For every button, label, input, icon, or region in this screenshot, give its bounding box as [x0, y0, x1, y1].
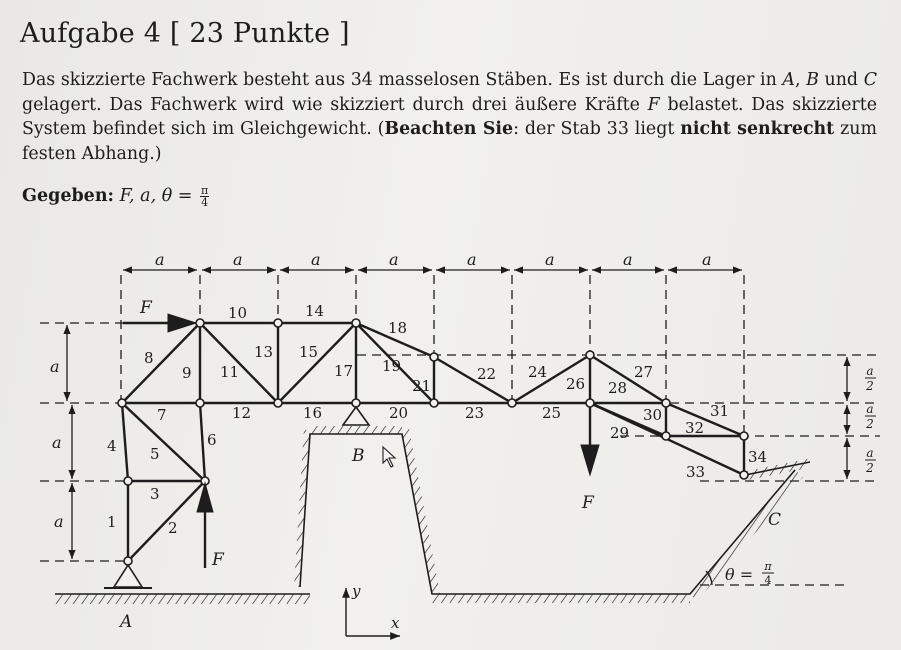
support-B-label: B [352, 446, 365, 466]
bar-number: 24 [528, 363, 548, 381]
dim-label-a: a [155, 250, 165, 269]
dim-half-den: 2 [866, 379, 874, 393]
force-label: F [140, 298, 152, 318]
given-label: Gegeben: [22, 186, 115, 206]
dim-label-a: a [52, 433, 62, 452]
bar-number: 17 [334, 362, 354, 380]
bar-number: 30 [643, 406, 663, 424]
bar-number: 11 [220, 363, 240, 381]
dim-half-num: a [866, 364, 874, 378]
support-B [343, 407, 369, 425]
axis-x-label: x [391, 614, 400, 632]
angle-num: π [764, 560, 772, 573]
bar-number: 3 [150, 485, 160, 503]
dim-label-a: a [50, 357, 60, 376]
dim-half-num: a [866, 402, 874, 416]
dim-half-den: 2 [866, 417, 874, 431]
right-dimension-labels [865, 364, 876, 475]
task-description: Das skizzierte Fachwerk besteht aus 34 masselosen Stäben. Es ist durch die Lager in A, B und C gelagert. Das Fachwerk wird wie skizziert durch drei äußere Kräfte F belastet. Das skizzierte System befindet sich im Gleichgewicht. (Beachten Sie: der Stab 33 liegt nicht senkrecht zum festen Abhang.) [22, 70, 877, 164]
force-label: F [212, 550, 224, 570]
bar-number: 25 [542, 404, 562, 422]
bar-number: 10 [228, 304, 248, 322]
bar-number: 13 [254, 343, 274, 361]
bar-number: 21 [412, 377, 432, 395]
support-A [104, 565, 152, 588]
given-fraction: $\frac{\pi}{4}$ [201, 184, 209, 209]
bar-number: 31 [710, 402, 730, 420]
axis-y-label: y [352, 582, 361, 600]
dim-half-den: 2 [866, 461, 874, 475]
bar-number: 12 [232, 404, 252, 422]
bar-number: 14 [305, 302, 325, 320]
bar-number: 5 [150, 445, 160, 463]
angle-den: 4 [764, 574, 772, 587]
bar-number: 16 [303, 404, 323, 422]
angle-label: θ = [725, 565, 754, 584]
left-dimension-labels [50, 357, 64, 531]
bar-number: 15 [299, 343, 319, 361]
dim-label-a: a [545, 250, 555, 269]
bar-number: 7 [157, 406, 167, 424]
reference-lines [40, 275, 880, 585]
given-line: Gegeben: F, a, θ = $\frac{\pi}{4}$ [22, 184, 209, 209]
dim-half-num: a [866, 446, 874, 460]
cursor-icon [383, 447, 395, 467]
bar-number: 33 [686, 463, 706, 481]
dim-label-a: a [467, 250, 477, 269]
force-arrows [123, 314, 599, 568]
bar-number: 32 [685, 419, 705, 437]
bar-number: 2 [168, 519, 178, 537]
bar-number: 26 [566, 375, 586, 393]
bar-number: 4 [107, 437, 117, 455]
bar-number: 22 [477, 365, 497, 383]
left-dimension-chain [67, 325, 72, 559]
force-label: F [582, 493, 594, 513]
dim-label-a: a [233, 250, 243, 269]
dim-label-a: a [389, 250, 399, 269]
bar-number: 20 [389, 404, 409, 422]
dim-label-a: a [54, 512, 64, 531]
figure-labels [118, 298, 781, 632]
dim-label-a: a [623, 250, 633, 269]
bar-number: 29 [610, 424, 630, 442]
bar-number: 27 [634, 363, 654, 381]
bar-number: 6 [207, 431, 217, 449]
bar-number: 19 [382, 357, 402, 375]
top-dimension-labels [155, 250, 712, 269]
bar-number: 9 [182, 364, 192, 382]
bar-number: 34 [748, 448, 768, 466]
support-C-label: C [768, 510, 782, 530]
task-title: Aufgabe 4 [ 23 Punkte ] [20, 18, 350, 49]
support-A-label: A [120, 612, 133, 632]
bar-number: 8 [144, 349, 154, 367]
bar-number: 28 [608, 379, 628, 397]
bar-number: 23 [465, 404, 485, 422]
dim-label-a: a [702, 250, 712, 269]
dim-label-a: a [311, 250, 321, 269]
bar-number: 18 [388, 319, 408, 337]
bar-number: 1 [107, 513, 117, 531]
